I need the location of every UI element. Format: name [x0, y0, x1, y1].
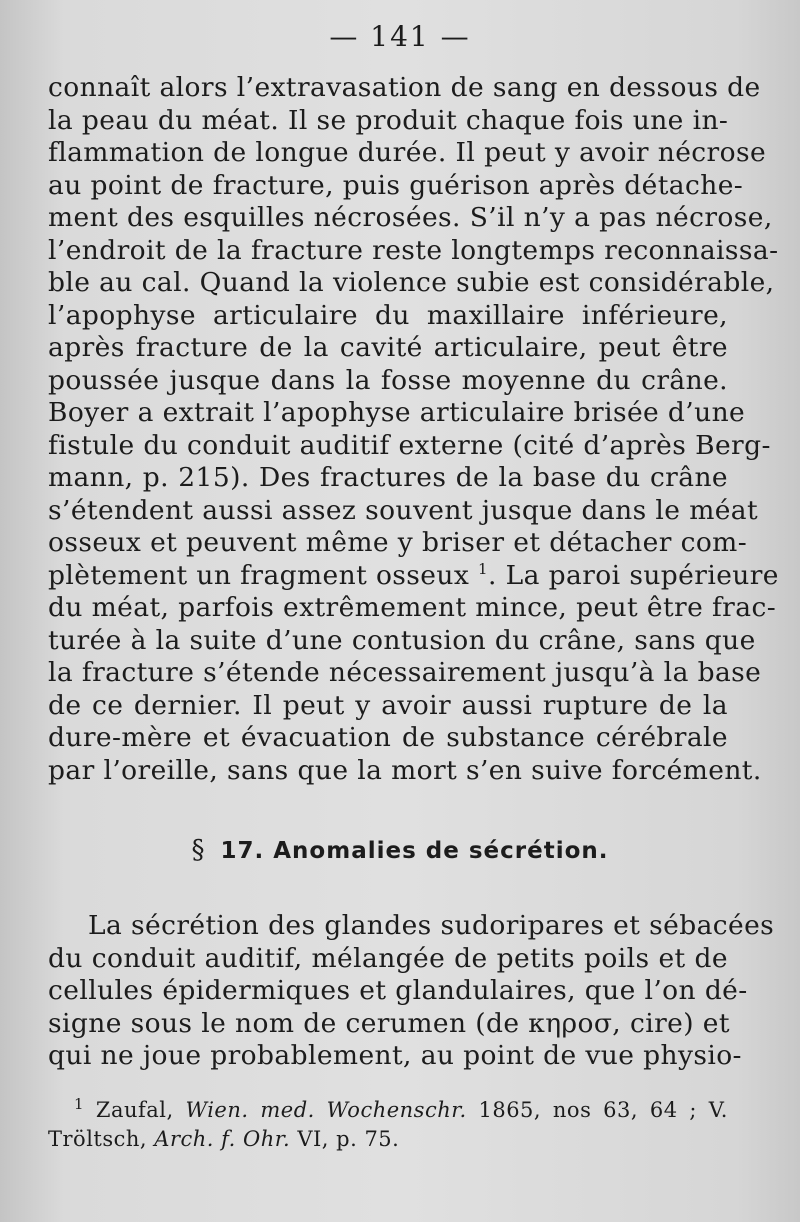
text-line: Boyer a extrait l’apophyse articulaire brisée d’une — [48, 397, 746, 428]
footnote — [48, 1096, 728, 1154]
section-heading — [0, 835, 800, 865]
text-line: dure-mère et évacuation de substance cérébrale — [48, 722, 728, 753]
footnote-citation: 1865, nos 63, 64 ; V. — [478, 1098, 728, 1122]
footnote-journal: Arch. f. Ohr. — [154, 1127, 291, 1151]
section-number: 17. — [220, 838, 265, 864]
section-title: Anomalies de sécrétion. — [273, 838, 609, 864]
text-line: cellules épidermiques et glandulaires, que l’on dé- — [48, 975, 748, 1006]
text-line: après fracture de la cavité articulaire, peut être — [48, 332, 728, 363]
text-line: la peau du méat. Il se produit chaque fois une in- — [48, 104, 729, 136]
paragraph-fractures — [48, 72, 779, 787]
text-line: s’étendent aussi assez souvent jusque dans le méat — [48, 494, 759, 526]
text-line: signe sous le nom de cerumen (de κηροσ, cire) et — [48, 1007, 730, 1039]
text-line: poussée jusque dans la fosse moyenne du crâne. — [48, 364, 728, 396]
text-line: par l’oreille, sans que la mort s’en suive forcément. — [48, 754, 762, 786]
text-line: fistule du conduit auditif externe (cité d’après Berg- — [48, 429, 771, 461]
text-line: mann, p. 215). Des fractures de la base du crâne — [48, 462, 728, 493]
text-line: de ce dernier. Il peut y avoir aussi rupture de la — [48, 689, 728, 721]
text-line: turée à la suite d’une contusion du crâne, sans que — [48, 624, 756, 656]
text-line: au point de fracture, puis guérison après détache- — [48, 169, 744, 201]
page-number: — 141 — — [329, 20, 471, 53]
text-line: la fracture s’étende nécessairement jusqu’à la base — [48, 657, 762, 688]
footnote-journal: Wien. med. Wochenschr. — [185, 1098, 467, 1122]
text-line: La sécrétion des glandes sudoripares et sébacées — [88, 910, 775, 941]
paragraph-secretion — [48, 910, 775, 1073]
text-line: l’endroit de la fracture reste longtemps reconnaissa- — [48, 234, 779, 266]
text-fragment: . La paroi supérieure — [487, 559, 779, 591]
text-line: qui ne joue probablement, au point de vue physio- — [48, 1040, 742, 1071]
footnote-author: Tröltsch, — [48, 1127, 148, 1151]
text-line: flammation de longue durée. Il peut y avoir nécrose — [48, 137, 767, 168]
text-line: du conduit auditif, mélangée de petits poils et de — [48, 942, 728, 974]
text-line: du méat, parfois extrêmement mince, peut être frac- — [48, 592, 777, 623]
text-line-with-footnote-ref — [48, 559, 779, 593]
text-fragment: plètement un fragment osseux — [48, 559, 470, 591]
footnote-reference: 1 — [478, 559, 488, 578]
footnote-line — [48, 1096, 728, 1125]
text-line: connaît alors l’extravasation de sang en dessous de — [48, 72, 761, 103]
footnote-citation: VI, p. 75. — [297, 1127, 400, 1151]
section-symbol: § — [191, 835, 206, 865]
text-line: ble au cal. Quand la violence subie est considérable, — [48, 267, 775, 298]
text-line: osseux et peuvent même y briser et détacher com- — [48, 527, 748, 558]
text-line: l’apophyse articulaire du maxillaire inférieure, — [48, 299, 728, 331]
footnote-line — [48, 1125, 728, 1154]
footnote-marker: 1 — [74, 1095, 85, 1113]
text-line: ment des esquilles nécrosées. S’il n’y a pas nécrose, — [48, 202, 773, 233]
footnote-author: Zaufal, — [95, 1098, 174, 1122]
